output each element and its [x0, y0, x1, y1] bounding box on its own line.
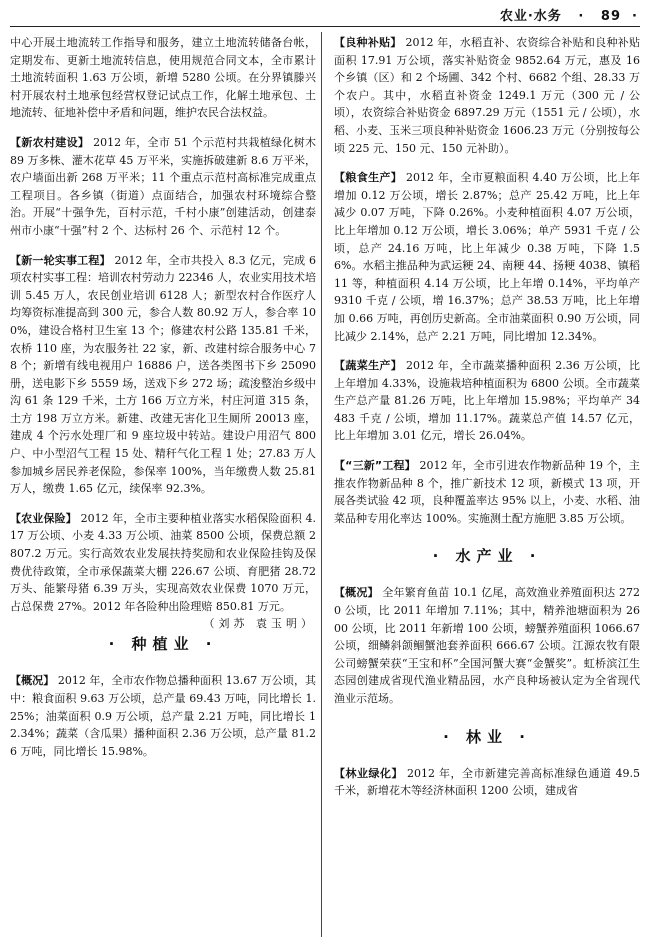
- right-column: [334, 34, 640, 812]
- paragraph-agri-insurance: [10, 510, 317, 631]
- paragraph-heading: 【粮食生产】: [334, 171, 403, 185]
- paragraph-land-transfer: [10, 34, 316, 122]
- paragraph-three-new-project: [334, 457, 640, 527]
- paragraph-heading: 【新农村建设】: [10, 135, 90, 149]
- section-title-dot: ·: [508, 727, 531, 746]
- paragraph-text: 中心开展土地流转工作指导和服务，建立土地流转储备台帐，定期发布、更新土地流转信息，使用规范合同文本，全市累计土地流转面积 1.63 万公顷，新增 5280 公顷。在分界镇滕兴村开展农村土地承包经营权登记试点工作，化解土地承包、土地流转、征地补偿中矛盾和问题，维护农民合法权益。: [10, 36, 316, 120]
- paragraph-text: 2012 年，全市夏粮面积 4.40 万公顷，比上年增加 0.12 万公顷，增长 2.87%；总产 25.42 万吨，比上年减少 0.07 万吨，下降 0.26%。小麦种植面积 4.07 万公顷，比上年增加 0.12 万公顷，增长 3.06%；单产 5931 千克 / 公顷，总产 24.16 万吨，比上年减少 0.38 万吨，下降 1.56%。水稻主推品种为武运粳 24、南粳 44、扬粳 4038、镇稻 11 等，种植面积 4.14 万公顷，比上年增 0.14%，平均单产 9310 千克 / 公顷，增 16.37%；总产 38.53 万吨，比上年增加 0.66 万吨，再创历史新高。全市油菜面积 0.90 万公顷，同比减少 2.14%，总产 2.21 万吨，同比增加 12.34%。: [334, 171, 641, 343]
- paragraph-text: 2012 年，全市蔬菜播种面积 2.36 万公顷，比上年增加 4.33%，设施栽培种植面积为 6800 公顷。全市蔬菜生产总产量 81.26 万吨，比上年增加 15.98%；平均单产 34483 千克 / 公顷，增加 11.17%。蔬菜总产值 14.57 亿元，比上年增加 3.01 亿元，增长 26.04%。: [334, 359, 641, 443]
- paragraph-heading: 【概况】: [10, 674, 55, 688]
- section-title-dot: ·: [518, 547, 542, 566]
- paragraph-aquaculture-overview: [334, 584, 640, 707]
- page-number: 89: [600, 9, 621, 24]
- left-column: [10, 34, 316, 772]
- section-title-forestry: [334, 726, 640, 747]
- section-title-text: 种植业: [131, 635, 195, 654]
- paragraph-heading: 【良种补贴】: [334, 36, 402, 49]
- section-title-planting: [10, 633, 316, 654]
- header-separator: ·: [567, 9, 596, 24]
- paragraph-text: 全年繁育鱼苗 10.1 亿尾，高效渔业养殖面积达 2720 公顷，比 2011 年增加 7.11%；其中，精养池塘面积为 2600 公顷，比 2011 年新增 100 公顷，螃蟹养殖面积 1066.67 公顷，细鳞斜颌鲴蟹池套养面积 666.67 公顷。江源农牧有限公司螃蟹荣获“王宝和杯”全国河蟹大赛“金蟹奖”。虹桥滨江生态园创建成省现代渔业精品园，水产良种场被认定为全省现代渔业示范场。: [334, 586, 640, 705]
- section-title-dot: ·: [194, 635, 218, 654]
- paragraph-seed-subsidy: [334, 34, 640, 157]
- paragraph-text: 2012 年，全市主要种植业落实水稻保险面积 4.17 万公顷、小麦 4.33 万公顷、油菜 8500 公顷，保费总额 2807.2 万元。实行高效农业发展扶持奖励和农业保险挂钩及保费优待政策，全市承保蔬菜大棚 226.67 公顷、育肥猪 28.72 万头、能繁母猪 6.39 万头，实现高效农业保费 1070 万元，占总保费 27%。2012 年各险种出险理赔 850.81 万元。: [10, 511, 317, 613]
- paragraph-heading: 【概况】: [334, 586, 379, 600]
- paragraph-text: 2012 年，全市农作物总播种面积 13.67 万公顷，其中：粮食面积 9.63 万公顷，总产量 69.43 万吨，同比增长 1.25%；油菜面积 0.9 万公顷，总产量 2.21 万吨，同比增长 12.34%；蔬菜（含瓜果）播种面积 2.36 万公顷，总产量 81.26 万吨，同比增长 15.98%。: [10, 674, 317, 758]
- paragraph-text: 2012 年，水稻直补、农资综合补贴和良种补贴面积 17.91 万公顷，落实补贴资金 9852.64 万元，惠及 16 个乡镇（区）和 2 个场圃、342 个村、6682 个组、28.33 万个农户。其中，水稻直补资金 1249.1 万元（300 元 / 公顷），农资综合补贴资金 6897.29 万元（1551 元 / 公顷），水稻、小麦、玉米三项良种补贴资金 1606.23 万元（分别按每公顷 225 元、150 元、150 元补助）。: [334, 36, 640, 155]
- paragraph-heading: 【“三新”工程】: [334, 459, 416, 473]
- author-byline: （刘苏 袁玉明）: [203, 617, 316, 631]
- header-rule: [10, 26, 640, 27]
- paragraph-planting-overview: [10, 672, 316, 760]
- section-title-dot: ·: [443, 727, 466, 746]
- paragraph-text: 2012 年，全市共投入 8.3 亿元，完成 6 项农村实事工程：培训农村劳动力 22346 人，农业实用技术培训 5.45 万人，农民创业培训 6128 人；新型农村合作医疗人均筹资标准提高到 300 元，参合人数 80.92 万人，参合率 100%，建设合格村卫生室 13 个；修建农村公路 135.81 千米，农桥 110 座，为农服务社 22 家，新、改建村综合服务中心 78 个；新增有线电视用户 16886 户，送各类图书下乡 25090 册，送电影下乡 5559 场，送戏下乡 272 场；疏浚整治乡级中沟 61 条 129 千米，土方 166 万立方米，村庄河道 315 条，土方 198 万立方米。新建、改建无害化卫生厕所 20013 座，建成 4 个污水处理厂和 9 座垃圾中转站。建设户用沼气 800 户、中小型沼气工程 15 处、精秆气化工程 1 处；27.83 万人参加城乡居民养老保险，参保率 100%，当年缴费人数 25.81 万人，缴费 1.65 亿元，续保率 92.3%。: [10, 253, 317, 496]
- paragraph-heading: 【蔬菜生产】: [334, 359, 403, 373]
- paragraph-heading: 【新一轮实事工程】: [10, 253, 111, 267]
- paragraph-forestry-greening: [334, 765, 640, 800]
- section-title-dot: ·: [432, 547, 456, 566]
- running-header: [0, 0, 650, 30]
- header-text: [500, 5, 638, 24]
- section-title-dot: ·: [108, 635, 132, 654]
- section-title-text: 林业: [465, 727, 508, 746]
- column-divider: [321, 32, 322, 937]
- paragraph-practical-projects: [10, 252, 316, 498]
- section-title-aquaculture: [334, 545, 640, 566]
- header-separator-trailing: ·: [626, 9, 638, 24]
- paragraph-vegetable-production: [334, 357, 640, 445]
- section-title-text: 水产业: [455, 547, 519, 566]
- paragraph-grain-production: [334, 169, 640, 345]
- paragraph-text: 2012 年，全市新建完善高标准绿色通道 49.5 千米，新增花木等经济林面积 1200 公顷，建成省: [334, 766, 641, 798]
- header-section: 农业·水务: [499, 9, 562, 24]
- paragraph-text: 2012 年，全市引进农作物新品种 19 个，主推农作物新品种 8 个，推广新技术 12 项，新模式 13 项，开展各类试验 42 项，良种覆盖率达 95% 以上，小麦、水稻、油菜品种专用化率达 100%。实施测土配方施肥 3.85 万公顷。: [334, 459, 640, 525]
- paragraph-text: 2012 年，全市 51 个示范村共栽植绿化树木 89 万多株、灌木花草 45 万平米，实施拆破建新 8.6 万平米，农户墙面出新 268 万平米；11 个重点示范村高标准完成重点工程项目。各乡镇（街道）点面结合，加强农村环境综合整治。开展“十强争先，百村示范，千村小康”创建活动，创建泰州市小康“十强”村 2 个、达标村 26 个、示范村 12 个。: [10, 135, 317, 237]
- paragraph-heading: 【林业绿化】: [334, 766, 404, 780]
- paragraph-new-countryside: [10, 134, 316, 240]
- paragraph-heading: 【农业保险】: [10, 511, 77, 525]
